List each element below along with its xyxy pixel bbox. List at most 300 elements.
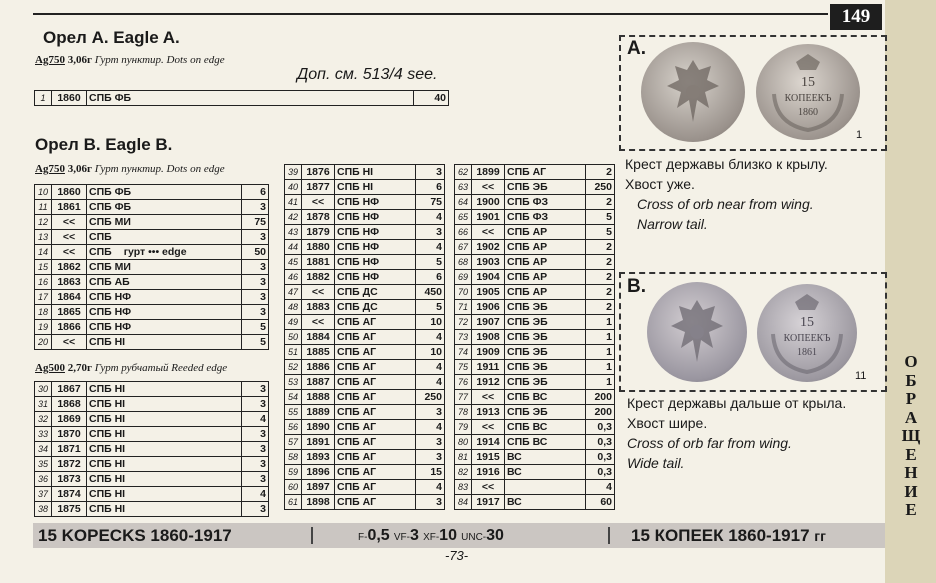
metal-fineness: Ag500 (35, 362, 65, 374)
catalog-number: 67 (455, 240, 472, 255)
price-cell: 3 (242, 275, 269, 290)
price-cell: 2 (586, 165, 615, 180)
year-cell: 1861 (52, 200, 87, 215)
edge-type: Гурт пунктир. Dots on edge (94, 54, 225, 66)
price-cell: 5 (242, 320, 269, 335)
table-row (35, 487, 269, 502)
mint-cell: СПБ АГ (335, 330, 416, 345)
coin-weight: 3,06г (67, 163, 92, 175)
catalog-number: 38 (35, 502, 52, 517)
catalog-number: 31 (35, 397, 52, 412)
year-cell: 1887 (302, 375, 335, 390)
table-row (35, 185, 269, 200)
coin-weight: 2,70г (67, 362, 92, 374)
type-b-ru-1: Крест державы дальше от крыла. (627, 395, 847, 411)
year-cell: 1897 (302, 480, 335, 495)
year-cell: 1893 (302, 450, 335, 465)
catalog-number: 63 (455, 180, 472, 195)
footer-divider (608, 527, 610, 544)
year-cell: 1915 (472, 450, 505, 465)
table-row (285, 390, 445, 405)
catalog-number: 50 (285, 330, 302, 345)
price-cell: 4 (416, 330, 445, 345)
year-cell: 1891 (302, 435, 335, 450)
price-cell: 6 (416, 270, 445, 285)
table-row (35, 502, 269, 517)
table-row (455, 195, 615, 210)
year-cell: 1902 (472, 240, 505, 255)
catalog-number: 10 (35, 185, 52, 200)
mint-cell: СПБ АГ (335, 315, 416, 330)
table-row (35, 245, 269, 260)
price-cell: 4 (242, 487, 269, 502)
catalog-number: 35 (35, 457, 52, 472)
table-row (35, 260, 269, 275)
table-row (285, 405, 445, 420)
table-row (285, 315, 445, 330)
edge-type: Гурт рубчатый Reeded edge (94, 362, 228, 374)
price-cell: 6 (242, 185, 269, 200)
year-cell: 1905 (472, 285, 505, 300)
mint-cell: СПБ АГ (335, 495, 416, 510)
catalog-number: 66 (455, 225, 472, 240)
mint-cell: СПБ АГ (335, 465, 416, 480)
year-cell: << (472, 480, 505, 495)
svg-text:КОПЕЕКЪ: КОПЕЕКЪ (783, 333, 831, 344)
type-a-description (625, 154, 828, 234)
year-cell: 1872 (52, 457, 87, 472)
price-cell: 4 (416, 240, 445, 255)
side-tab-letter: Р (905, 389, 917, 408)
type-a-ru-2: Хвост уже. (625, 176, 695, 192)
side-tab-word (899, 353, 923, 520)
table-row (35, 442, 269, 457)
price-cell: 0,3 (586, 450, 615, 465)
catalog-number: 64 (455, 195, 472, 210)
year-cell: 1863 (52, 275, 87, 290)
catalog-number: 13 (35, 230, 52, 245)
catalog-number: 17 (35, 290, 52, 305)
mint-cell: СПБ АБ (87, 275, 242, 290)
catalog-number: 83 (455, 480, 472, 495)
table-row (35, 397, 269, 412)
mint-cell: ВС (505, 450, 586, 465)
price-cell: 4 (242, 412, 269, 427)
type-b-en-1: Cross of orb far from wing. (627, 435, 792, 451)
year-cell: 1877 (302, 180, 335, 195)
coin-obverse-b (647, 282, 747, 382)
mint-cell: СПБ АР (505, 225, 586, 240)
year-cell: 1865 (52, 305, 87, 320)
mint-cell (505, 480, 586, 495)
catalog-number: 41 (285, 195, 302, 210)
edge-type: Гурт пунктир. Dots on edge (94, 163, 225, 175)
table-row (285, 345, 445, 360)
price-cell: 4 (416, 210, 445, 225)
price-cell: 2 (586, 270, 615, 285)
catalog-number: 40 (285, 180, 302, 195)
table-row (35, 472, 269, 487)
mint-cell: СПБ НФ (335, 270, 416, 285)
year-cell: << (52, 230, 87, 245)
mint-cell: СПБ НФ (335, 255, 416, 270)
price-cell: 3 (242, 502, 269, 517)
price-cell: 4 (416, 375, 445, 390)
price-cell: 2 (586, 195, 615, 210)
header-rule (33, 13, 828, 15)
price-cell: 3 (416, 405, 445, 420)
price-cell: 5 (242, 335, 269, 350)
year-cell: 1869 (52, 412, 87, 427)
year-cell: 1860 (52, 185, 87, 200)
table-row (455, 465, 615, 480)
table-row (285, 465, 445, 480)
catalog-number: 76 (455, 375, 472, 390)
price-cell: 5 (416, 300, 445, 315)
year-cell: 1911 (472, 360, 505, 375)
catalog-number: 59 (285, 465, 302, 480)
see-also-note: Доп. см. 513/4 see. (297, 66, 438, 83)
price-cell: 50 (242, 245, 269, 260)
svg-text:15: 15 (801, 75, 815, 90)
mint-cell: СПБ ДС (335, 285, 416, 300)
catalog-number: 57 (285, 435, 302, 450)
catalog-number: 16 (35, 275, 52, 290)
price-cell: 1 (586, 345, 615, 360)
mint-cell: СПБ НI (335, 180, 416, 195)
grade-xf-label: XF- (423, 532, 440, 543)
catalog-number: 71 (455, 300, 472, 315)
mint-cell: СПБ ДС (335, 300, 416, 315)
mint-cell: СПБ ФЗ (505, 210, 586, 225)
mint-cell: СПБ НФ (87, 320, 242, 335)
table-row (285, 300, 445, 315)
coin-reverse-b (757, 284, 857, 382)
catalog-number: 80 (455, 435, 472, 450)
price-cell: 5 (586, 225, 615, 240)
mint-cell: ВС (505, 495, 586, 510)
type-b-label: B. (627, 276, 646, 297)
year-cell: 1885 (302, 345, 335, 360)
catalog-number: 20 (35, 335, 52, 350)
ag500-table (34, 381, 269, 517)
year-cell: 1906 (472, 300, 505, 315)
grade-f-value: 0,5 (367, 527, 390, 544)
table-row (285, 180, 445, 195)
table-row (455, 330, 615, 345)
table-row (35, 427, 269, 442)
price-cell: 3 (242, 260, 269, 275)
year-cell: << (472, 180, 505, 195)
price-cell: 2 (586, 285, 615, 300)
price-cell: 2 (586, 255, 615, 270)
year-cell: 1860 (52, 91, 87, 106)
price-cell: 3 (416, 495, 445, 510)
mint-cell: СПБ АГ (335, 360, 416, 375)
price-cell: 3 (242, 200, 269, 215)
mint-cell: СПБ НI (87, 427, 242, 442)
mint-cell: СПБ НФ (87, 290, 242, 305)
catalog-number: 61 (285, 495, 302, 510)
catalog-number: 78 (455, 405, 472, 420)
grade-prices (358, 527, 504, 545)
price-cell: 3 (416, 225, 445, 240)
year-cell: 1907 (472, 315, 505, 330)
mint-cell: СПБ ФБ (87, 91, 414, 106)
bottom-page-number: -73- (445, 548, 469, 563)
mint-cell: СПБ НI (87, 442, 242, 457)
mint-cell: СПБ НФ (335, 195, 416, 210)
year-cell: << (302, 285, 335, 300)
footer-title-ru-text: 15 КОПЕЕК 1860-1917 (631, 526, 810, 545)
footer-bar (33, 523, 885, 548)
year-cell: << (52, 215, 87, 230)
table-row (455, 255, 615, 270)
table-row (455, 315, 615, 330)
side-tab-letter: Е (905, 500, 917, 519)
year-cell: 1898 (302, 495, 335, 510)
table-row (455, 225, 615, 240)
catalog-number: 43 (285, 225, 302, 240)
catalog-number: 45 (285, 255, 302, 270)
mint-cell: СПБ АГ (335, 435, 416, 450)
table-row (35, 457, 269, 472)
eagle-a-metal-line (35, 54, 225, 66)
price-cell: 10 (416, 345, 445, 360)
catalog-number: 58 (285, 450, 302, 465)
eagle-icon (641, 42, 745, 142)
mint-cell: СПБ ВС (505, 420, 586, 435)
catalog-number: 1 (35, 91, 52, 106)
table-row (285, 450, 445, 465)
year-cell: << (472, 390, 505, 405)
mint-cell: СПБ ЭБ (505, 360, 586, 375)
mint-cell: СПБ НI (87, 502, 242, 517)
price-cell: 5 (416, 255, 445, 270)
price-cell: 5 (586, 210, 615, 225)
mint-cell: СПБ НФ (87, 305, 242, 320)
mint-cell: СПБ НФ (335, 240, 416, 255)
table-row (35, 320, 269, 335)
coin-obverse-a (641, 42, 745, 142)
mint-cell: СПБ АГ (335, 450, 416, 465)
catalog-table-column-2 (284, 164, 445, 510)
price-cell: 40 (414, 91, 449, 106)
year-cell: 1881 (302, 255, 335, 270)
table-row (35, 290, 269, 305)
catalog-number: 49 (285, 315, 302, 330)
catalog-number: 32 (35, 412, 52, 427)
mint-cell: СПБ АГ (335, 390, 416, 405)
grade-unc-label: UNC- (461, 532, 487, 543)
catalog-number: 11 (35, 200, 52, 215)
year-cell: 1916 (472, 465, 505, 480)
price-cell: 3 (416, 435, 445, 450)
price-cell: 3 (242, 305, 269, 320)
catalog-number: 14 (35, 245, 52, 260)
catalog-number: 75 (455, 360, 472, 375)
mint-cell: СПБ НФ (335, 210, 416, 225)
mint-cell: СПБ АР (505, 270, 586, 285)
year-cell: 1866 (52, 320, 87, 335)
price-cell: 1 (586, 360, 615, 375)
year-cell: 1879 (302, 225, 335, 240)
price-cell: 1 (586, 330, 615, 345)
price-cell: 1 (586, 375, 615, 390)
mint-cell: СПБ ФЗ (505, 195, 586, 210)
price-cell: 250 (586, 180, 615, 195)
catalog-number: 36 (35, 472, 52, 487)
year-cell: 1867 (52, 382, 87, 397)
catalog-number: 72 (455, 315, 472, 330)
year-cell: 1912 (472, 375, 505, 390)
catalog-number: 82 (455, 465, 472, 480)
price-cell: 0,3 (586, 435, 615, 450)
year-cell: 1870 (52, 427, 87, 442)
table-row (455, 285, 615, 300)
catalog-number: 18 (35, 305, 52, 320)
table-row (455, 180, 615, 195)
table-row (455, 300, 615, 315)
price-cell: 3 (242, 397, 269, 412)
type-a-ru-1: Крест державы близко к крылу. (625, 156, 828, 172)
price-cell: 4 (416, 480, 445, 495)
year-cell: 1917 (472, 495, 505, 510)
table-row (285, 255, 445, 270)
price-cell: 3 (416, 450, 445, 465)
crown-wreath-icon (757, 284, 857, 382)
table-row (285, 480, 445, 495)
year-cell: 1873 (52, 472, 87, 487)
catalog-number: 84 (455, 495, 472, 510)
grade-unc-value: 30 (486, 527, 504, 544)
side-tab-letter: О (904, 352, 918, 371)
price-cell: 1 (586, 315, 615, 330)
grade-vf-value: 3 (409, 527, 419, 544)
coin-weight: 3,06г (67, 54, 92, 66)
price-cell: 3 (416, 165, 445, 180)
mint-cell: СПБ АГ (335, 375, 416, 390)
table-row (455, 165, 615, 180)
price-cell: 4 (586, 480, 615, 495)
side-tab-letter: А (904, 407, 918, 427)
year-cell: 1901 (472, 210, 505, 225)
footer-title-en: 15 KOPECKS 1860-1917 (38, 526, 232, 545)
catalog-number: 77 (455, 390, 472, 405)
year-cell: 1878 (302, 210, 335, 225)
price-cell: 3 (242, 457, 269, 472)
eagle-b-metal-line (35, 163, 225, 175)
grade-xf-value: 10 (439, 527, 457, 544)
table-row (35, 200, 269, 215)
mint-cell: СПБ ЭБ (505, 180, 586, 195)
table-row (285, 225, 445, 240)
mint-cell: СПБ НФ (335, 225, 416, 240)
year-cell: 1871 (52, 442, 87, 457)
year-cell: 1896 (302, 465, 335, 480)
year-cell: 1908 (472, 330, 505, 345)
catalog-number: 62 (455, 165, 472, 180)
catalog-number: 19 (35, 320, 52, 335)
catalog-number: 69 (455, 270, 472, 285)
mint-cell: СПБ АР (505, 285, 586, 300)
catalog-number: 79 (455, 420, 472, 435)
year-cell: 1864 (52, 290, 87, 305)
svg-text:1861: 1861 (797, 347, 817, 358)
table-row (35, 412, 269, 427)
mint-cell: СПБ ЭБ (505, 375, 586, 390)
metal-fineness: Ag750 (35, 163, 65, 175)
catalog-number: 51 (285, 345, 302, 360)
edge-note: гурт ••• edge (123, 245, 187, 258)
mint-cell: СПБ МИ (87, 260, 242, 275)
year-cell: << (302, 315, 335, 330)
table-row (35, 335, 269, 350)
mint-cell: СПБ ЭБ (505, 330, 586, 345)
mint-cell: ВС (505, 465, 586, 480)
mint-cell: СПБ ФБ (87, 185, 242, 200)
mint-cell: СПБ НI (87, 457, 242, 472)
year-cell: 1889 (302, 405, 335, 420)
year-cell: << (52, 335, 87, 350)
catalog-number: 12 (35, 215, 52, 230)
table-row (35, 215, 269, 230)
mint-cell: СПБ НI (87, 382, 242, 397)
table-row (455, 435, 615, 450)
table-row (35, 91, 449, 106)
year-cell: 1876 (302, 165, 335, 180)
year-cell: 1909 (472, 345, 505, 360)
price-cell: 15 (416, 465, 445, 480)
price-cell: 200 (586, 405, 615, 420)
year-cell: 1886 (302, 360, 335, 375)
grade-vf-label: VF- (393, 532, 410, 543)
table-row (455, 390, 615, 405)
catalog-number: 39 (285, 165, 302, 180)
catalog-number: 74 (455, 345, 472, 360)
eagle-a-table (34, 90, 449, 106)
table-row (285, 240, 445, 255)
catalog-number: 55 (285, 405, 302, 420)
eagle-b-title: Орел В. Eagle B. (35, 135, 173, 154)
mint-cell: СПБ ЭБ (505, 345, 586, 360)
table-row (455, 345, 615, 360)
year-cell: 1862 (52, 260, 87, 275)
table-row (285, 435, 445, 450)
mint-cell: СПБ НI (87, 397, 242, 412)
table-row (35, 230, 269, 245)
year-cell: 1883 (302, 300, 335, 315)
table-row (35, 275, 269, 290)
mint-cell: СПБ ЭБ (505, 300, 586, 315)
catalog-number: 46 (285, 270, 302, 285)
mint-cell: СПБ ФБ (87, 200, 242, 215)
price-cell: 3 (242, 427, 269, 442)
mint-cell: СПБ АР (505, 240, 586, 255)
mint-cell: СПБ НI (87, 412, 242, 427)
table-row (455, 450, 615, 465)
type-a-en-1: Cross of orb near from wing. (637, 196, 814, 212)
type-a-index: 1 (856, 129, 863, 141)
table-row (285, 330, 445, 345)
table-row (285, 210, 445, 225)
price-cell: 0,3 (586, 465, 615, 480)
table-row (455, 210, 615, 225)
price-cell: 3 (242, 382, 269, 397)
catalog-number: 53 (285, 375, 302, 390)
eagle-icon (647, 282, 747, 382)
catalog-number: 81 (455, 450, 472, 465)
